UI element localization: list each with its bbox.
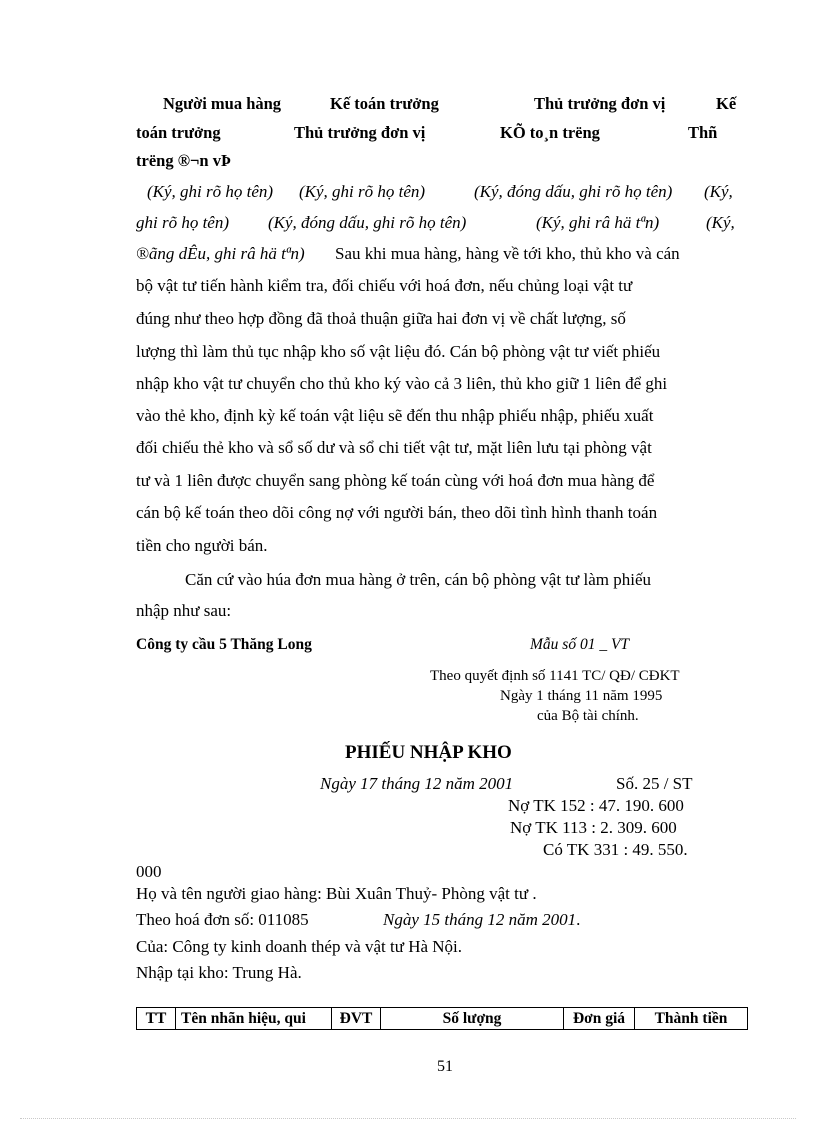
signer-unit-head: Thủ trưởng đơn vị (534, 94, 666, 113)
col-header-tt: TT (137, 1008, 176, 1030)
sign-note-6: (Ký, đóng dấu, ghi rõ họ tên) (268, 213, 467, 232)
signer-line3: trëng ®¬n vÞ (136, 151, 232, 170)
signer-line2-d: Thñ (688, 123, 718, 142)
credit-account-331: Có TK 331 : 49. 550. (543, 840, 688, 859)
invoice-date-line (383, 910, 580, 930)
sign-note-3: (Ký, đóng dấu, ghi rõ họ tên) (474, 182, 673, 201)
page-bottom-divider (20, 1118, 796, 1119)
form-number: Mẫu số 01 _ VT (530, 636, 630, 653)
sign-note-5: ghi rõ họ tên) (136, 213, 230, 232)
col-header-unit: ĐVT (332, 1008, 381, 1030)
invoice-date: Ngày 15 tháng 12 năm 2001 (383, 910, 577, 929)
signer-line2-c: KÕ to¸n trëng (500, 123, 600, 142)
para1-line7: đối chiếu thẻ kho và sổ số dư và sổ chi tiết vật tư, mặt liên lưu tại phòng vật (136, 438, 652, 457)
debit-account-113: Nợ TK 113 : 2. 309. 600 (510, 818, 677, 837)
form-title: PHIẾU NHẬP KHO (345, 742, 512, 763)
signer-chief-accountant: Kế toán trưởng (330, 94, 439, 113)
col-header-quantity: Số lượng (381, 1008, 564, 1030)
para2-line2: nhập như sau: (136, 601, 232, 620)
sign-note-7: (Ký, ghi râ hä tªn) (536, 213, 660, 232)
sign-note-4: (Ký, (704, 182, 733, 201)
para1-line9: cán bộ kế toán theo dõi công nợ với người bán, theo dõi tình hình thanh toán (136, 503, 658, 522)
para1-line8: tư và 1 liên được chuyển sang phòng kế toán cùng với hoá đơn mua hàng để (136, 471, 655, 490)
voucher-number: Số. 25 / ST (616, 774, 693, 793)
col-header-unit-price: Đơn giá (564, 1008, 635, 1030)
debit-account-152: Nợ TK 152 : 47. 190. 600 (508, 796, 684, 815)
supplier-line: Của: Công ty kinh doanh thép và vật tư Hà Nội. (136, 937, 463, 956)
signer-line2-a: toán trưởng (136, 123, 221, 142)
para2-line1: Căn cứ vào húa đơn mua hàng ở trên, cán bộ phòng vật tư làm phiếu (185, 570, 652, 589)
signer-fragment: Kế (716, 94, 737, 113)
signer-line2-b: Thủ trưởng đơn vị (294, 123, 426, 142)
sign-note-9: ®ãng dÊu, ghi râ hä tªn) (136, 244, 305, 263)
invoice-number: Theo hoá đơn số: 011085 (136, 910, 309, 929)
para1-line5: nhập kho vật tư chuyển cho thủ kho ký vào cả 3 liên, thủ kho giữ 1 liên để ghi (136, 374, 668, 393)
sign-note-1: (Ký, ghi rõ họ tên) (147, 182, 274, 201)
col-header-name: Tên nhãn hiệu, qui (176, 1008, 332, 1030)
page-number: 51 (437, 1058, 453, 1075)
para1-line3: đúng như theo hợp đồng đã thoả thuận giữa hai đơn vị về chất lượng, số (136, 309, 626, 328)
col-header-amount: Thành tiền (635, 1008, 748, 1030)
table-header-row (137, 1008, 748, 1030)
sign-note-2: (Ký, ghi rõ họ tên) (299, 182, 426, 201)
warehouse-line: Nhập tại kho: Trung Hà. (136, 963, 302, 982)
decision-line3: của Bộ tài chính. (537, 708, 639, 724)
sign-note-8: (Ký, (706, 213, 735, 232)
para1-line10: tiền cho người bán. (136, 536, 268, 555)
company-name: Công ty cầu 5 Thăng Long (136, 636, 312, 653)
para1-line6: vào thẻ kho, định kỳ kế toán vật liệu sẽ đến thu nhập phiếu nhập, phiếu xuất (136, 406, 654, 425)
para1-line2: bộ vật tư tiến hành kiểm tra, đối chiếu với hoá đơn, nếu chủng loại vật tư (136, 276, 633, 295)
para1-line1: Sau khi mua hàng, hàng về tới kho, thủ kho và cán (335, 244, 680, 263)
credit-amount-continued: 000 (136, 862, 162, 881)
para1-line4: lượng thì làm thủ tục nhập kho số vật liệu đó. Cán bộ phòng vật tư viết phiếu (136, 342, 661, 361)
invoice-date-period: . (576, 910, 581, 929)
goods-table (136, 1007, 748, 1030)
signer-buyer: Người mua hàng (163, 94, 282, 113)
decision-line1: Theo quyết định số 1141 TC/ QĐ/ CĐKT (430, 668, 680, 684)
deliverer-line: Họ và tên người giao hàng: Bùi Xuân Thuỷ- Phòng vật tư . (136, 884, 537, 903)
form-date: Ngày 17 tháng 12 năm 2001 (320, 774, 514, 793)
decision-line2: Ngày 1 tháng 11 năm 1995 (500, 688, 663, 704)
